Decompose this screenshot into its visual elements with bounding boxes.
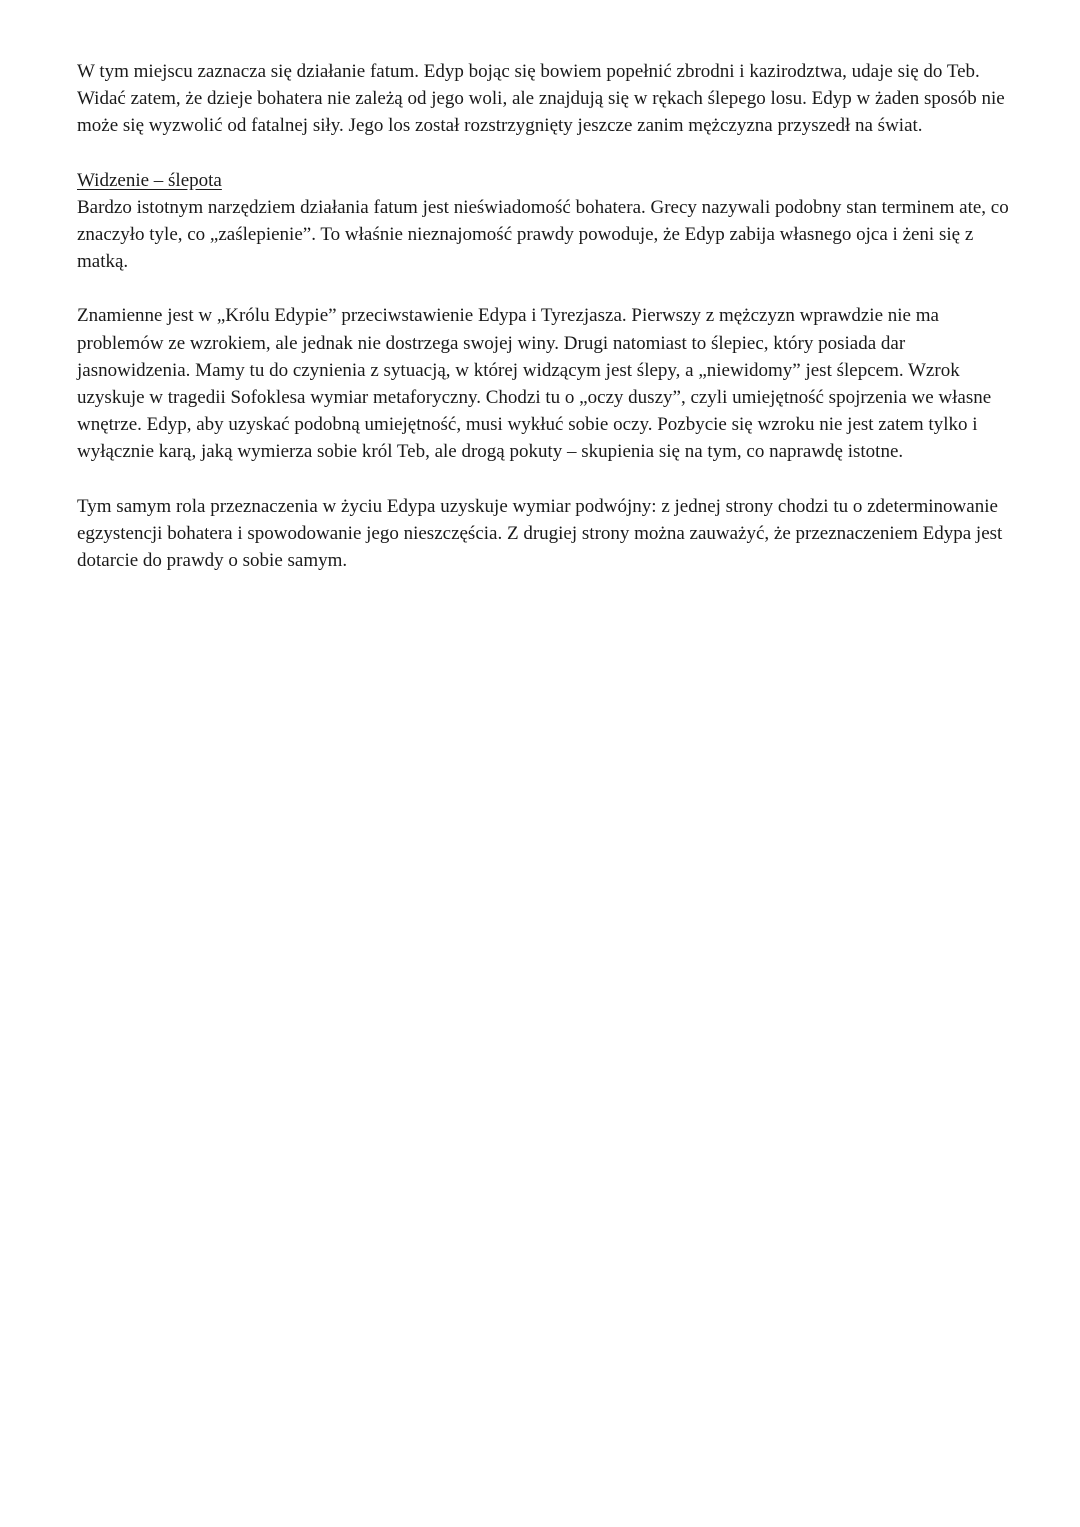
- paragraph-fatum: W tym miejscu zaznacza się działanie fatum. Edyp bojąc się bowiem popełnić zbrodni i kazirodztwa, udaje się do Teb. Widać zatem, że dzieje bohatera nie zależą od jego woli, ale znajdują się w rękach ślepego losu. Edyp w żaden sposób nie może się wyzwolić od fatalnej siły. Jego los został rozstrzygnięty jeszcze zanim mężczyzna przyszedł na świat.: [77, 61, 1005, 137]
- paragraph-ate: Bardzo istotnym narzędziem działania fatum jest nieświadomość bohatera. Grecy nazywali podobny stan terminem ate, co znaczyło tyle, co „zaślepienie”. To właśnie nieznajomość prawdy powoduje, że Edyp zabija własnego ojca i żeni się z matką.: [77, 196, 1009, 273]
- paragraph-tyrezjasz: Znamienne jest w „Królu Edypie” przeciwstawienie Edypa i Tyrezjasza. Pierwszy z mężczyzn wprawdzie nie ma problemów ze wzrokiem, ale jednak nie dostrzega swojej winy. Drugi natomiast to ślepiec, który posiada dar jasnowidzenia. Mamy tu do czynienia z sytuacją, w której widzącym jest ślepy, a „niewidomy” jest ślepcem. Wzrok uzyskuje w tragedii Sofoklesa wymiar metaforyczny. Chodzi tu o „oczy duszy”, czyli umiejętność spojrzenia we własne wnętrze. Edyp, aby uzyskać podobną umiejętność, musi wykłuć sobie oczy. Pozbycie się wzroku nie jest zatem tylko i wyłącznie karą, jaką wymierza sobie król Teb, ale drogą pokuty – skupienia się na tym, co naprawdę istotne.: [77, 305, 992, 463]
- section-heading: Widzenie – ślepota: [77, 169, 222, 191]
- paragraph-przeznaczenie: Tym samym rola przeznaczenia w życiu Edypa uzyskuje wymiar podwójny: z jednej strony chodzi tu o zdeterminowanie egzystencji bohatera i spowodowanie jego nieszczęścia. Z drugiej strony można zauważyć, że przeznaczeniem Edypa jest dotarcie do prawdy o sobie samym.: [77, 495, 1003, 572]
- section-widzenie-slepota: [77, 167, 1010, 276]
